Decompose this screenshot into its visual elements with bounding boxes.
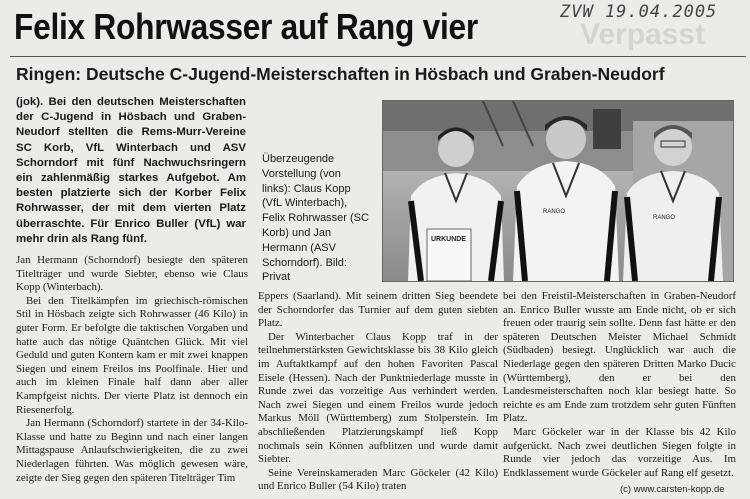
paragraph: Jan Hermann (Schorndorf) besiegte den späteren Titelträger und wurde Siebter, ebenso wie Claus Kopp (Winterbach). <box>16 254 248 294</box>
headline: Felix Rohrwasser auf Rang vier <box>14 6 478 47</box>
jacket-logo-1: RANGO <box>543 209 566 215</box>
paragraph: Jan Hermann (Schorndorf) startete in der 34-Kilo-Klasse und hatte zu Beginn und nach einer langen Mittagspause Anlaufschwierigkeiten, die zu zwei Niederlagen führten. Was möglich gewesen wäre, zeigte der Sieg gegen den späteren Titelträger Tim <box>16 417 248 484</box>
photo-illustration <box>383 101 733 281</box>
subheadline <box>16 62 665 86</box>
paragraph: Bei den Titelkämpfen im griechisch-römischen Stil in Hösbach zeigte sich Rohrwasser (46 Kilo) in guter Form. Er befolgte die taktischen Vorgaben und hatte auch das nötige Quäntchen Glück. Mit viel Geduld und guten Kontern kam er mit zwei knappen Siegen und einem Freilos ins Poolfinale. Hier und auch im kleinen Finale half dann aber aller Kampfgeist nichts. Der vierte Platz ist dennoch ein Riesenerfolg. <box>16 294 248 416</box>
photo-three-wrestlers <box>382 100 734 282</box>
paragraph: Eppers (Saarland). Mit seinem dritten Sieg beendete der Schorndorfer das Turnier auf dem guten siebten Platz. <box>258 290 498 330</box>
bleed-through-text: Verpasst <box>580 18 706 51</box>
paragraph: Seine Vereinskameraden Marc Göckeler (42 Kilo) und Enrico Buller (54 Kilo) traten <box>258 466 498 493</box>
article-column-1 <box>16 254 248 485</box>
handwritten-date: ZVW 19.04.2005 <box>560 2 718 22</box>
paragraph: bei den Freistil-Meisterschaften in Graben-Neudorf an. Enrico Buller wusste am Ende nicht, ob er sich freuen oder traurig sein sollte. Denn fast hätte er den späteren Deutschen Meister Michael Schmidt (Südbaden) besiegt. Unglücklich war auch die Niederlage gegen den späteren Dritten Marko Ducic (Württemberg), den er bei den Landesmeisterschaften noch klar besiegt hatte. So reichte es am Ende zum trotzdem sehr guten Fünften Platz. <box>503 290 736 425</box>
paragraph: Der Winterbacher Claus Kopp traf in der teilnehmerstärksten Gewichtsklasse bis 38 Kilo gleich im Auftaktkampf auf den hohen Favoriten Pascal Eisele (Hessen). Nach der Punktniederlage musste in Runde zwei das vorzeitige Aus verhindert werden. Nach zwei Siegen und einem Freilos wurde jedoch Markus Möll (Württemberg) zum Stolperstein. Im abschließenden Platzierungskampf ließ Kopp nochmals sein Können aufblitzen und wurde damit Siebter. <box>258 330 498 466</box>
photo-caption: Überzeugende Vorstellung (von links): Claus Kopp (VfL Winterbach), Felix Rohrwasser (SC Korb) und Jan Hermann (ASV Schorndorf). Bild: Privat <box>262 153 369 284</box>
subheadline-text: Deutsche C-Jugend-Meisterschaften in Hösbach und Graben-Neudorf <box>86 64 665 84</box>
jacket-logo-2: RANGO <box>653 215 676 221</box>
article-column-3 <box>503 290 736 480</box>
certificate-title: URKUNDE <box>431 236 466 243</box>
paragraph: Marc Göckeler war in der Klasse bis 42 Kilo aufgerückt. Nach zwei deutlichen Siegen folgte in Runde vier jedoch das vorzeitige Aus. Im Endklassement wurde Göckeler auf Rang elf gesetzt. <box>503 425 736 479</box>
subheadline-kicker: Ringen: <box>16 64 82 84</box>
lead-paragraph: (jok). Bei den deutschen Meisterschaften der C-Jugend in Hösbach und Graben-Neudorf stellten die Rems-Murr-Vereine SC Korb, VfL Winterbach und ASV Schorndorf mit fünf Nachwuchsringern ein zahlenmäßig starkes Aufgebot. Am besten platzierte sich der Korber Felix Rohrwasser, der mit dem vierten Platz überraschte. Für Enrico Buller (VfL) war mehr drin als Rang fünf. <box>16 96 246 245</box>
copyright-credit: (c) www.carsten-kopp.de <box>620 484 725 495</box>
divider <box>10 56 746 57</box>
article-column-2 <box>258 290 498 494</box>
